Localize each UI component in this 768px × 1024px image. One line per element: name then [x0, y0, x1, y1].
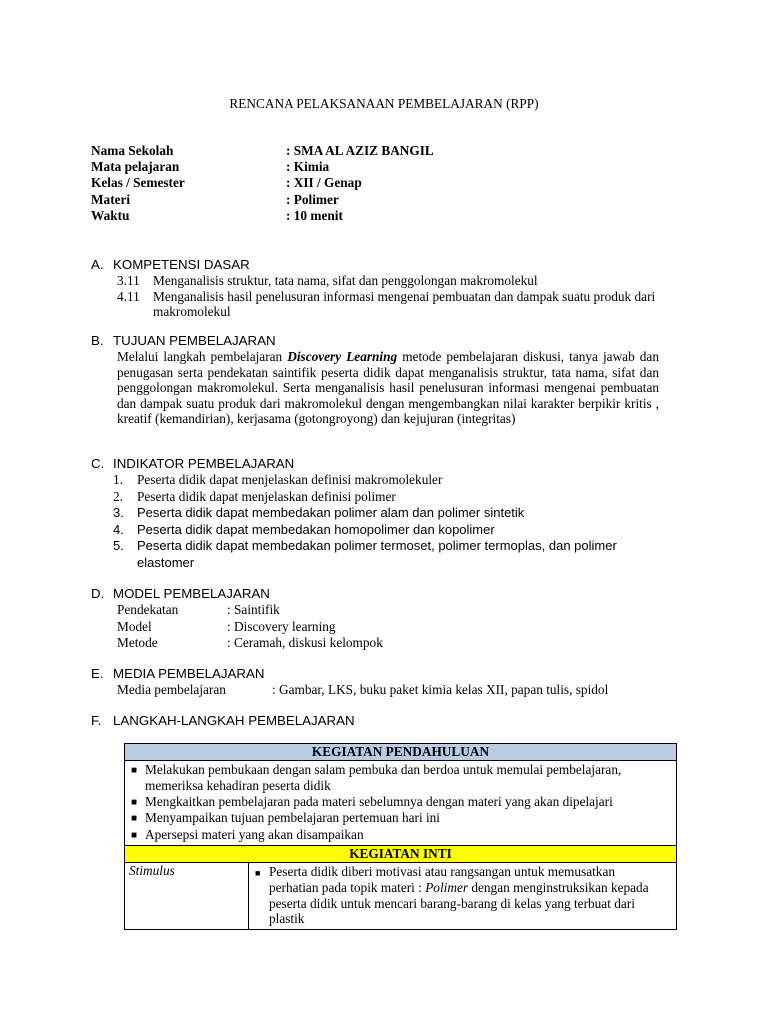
section-letter: F. — [91, 713, 102, 728]
item-text: Peserta didik dapat membedakan homopolimer dan kopolimer — [137, 521, 495, 537]
section-title: KOMPETENSI DASAR — [113, 257, 250, 272]
section-heading — [91, 665, 681, 682]
identity-block — [91, 143, 611, 224]
identity-row — [91, 143, 611, 159]
list-item — [255, 864, 650, 927]
kegiatan-table — [124, 743, 677, 930]
item-text: Peserta didik dapat menjelaskan definisi polimer — [137, 488, 396, 504]
item-text — [269, 864, 650, 927]
stimulus-emphasis: Polimer — [425, 879, 469, 895]
bullet-icon: ■ — [255, 867, 261, 878]
item-text: Peserta didik dapat menjelaskan definisi makromolekuler — [137, 472, 443, 487]
section-letter: B. — [91, 333, 104, 348]
list-item — [131, 810, 672, 827]
section-tujuan-pembelajaran — [91, 332, 681, 427]
model-key: Model — [117, 618, 152, 634]
identity-key: Materi — [91, 191, 131, 207]
section-title: MODEL PEMBELAJARAN — [113, 586, 270, 601]
section-letter: D. — [91, 586, 105, 601]
item-text: Menganalisis hasil penelusuran informasi mengenai pembuatan dan dampak suatu produk dari makromolekul — [153, 288, 656, 319]
identity-value: : 10 menit — [286, 207, 343, 223]
stimulus-cell — [249, 862, 677, 929]
section-title: LANGKAH-LANGKAH PEMBELAJARAN — [113, 713, 355, 728]
stimulus-text: dengan menginstruksikan kepada peserta didik untuk mencari barang-barang di kelas yang terbuat dari plastik — [269, 879, 649, 927]
model-value: : Discovery learning — [227, 618, 336, 634]
identity-value: : Polimer — [286, 191, 339, 207]
list-item — [91, 538, 681, 571]
kegiatan-pendahuluan-header: KEGIATAN PENDAHULUAN — [125, 744, 677, 761]
list-item — [91, 273, 681, 289]
identity-key: Mata pelajaran — [91, 159, 180, 175]
section-title: INDIKATOR PEMBELAJARAN — [113, 456, 295, 471]
table-row — [125, 744, 677, 761]
model-row — [91, 602, 681, 619]
section-title: MEDIA PEMBELAJARAN — [113, 666, 265, 681]
item-number: 1. — [113, 472, 123, 487]
model-key: Pendekatan — [117, 602, 179, 617]
model-value: : Saintifik — [227, 602, 280, 617]
identity-row — [91, 159, 611, 175]
section-paragraph — [91, 349, 659, 427]
identity-value: : XII / Genap — [286, 175, 362, 191]
item-number: 4.11 — [117, 288, 140, 304]
list-item — [91, 289, 681, 320]
section-title: TUJUAN PEMBELAJARAN — [113, 333, 276, 348]
identity-row — [91, 192, 611, 208]
identity-key: Kelas / Semester — [91, 175, 185, 191]
section-heading — [91, 256, 681, 273]
list-item — [91, 472, 681, 489]
list-item — [131, 762, 672, 794]
item-number: 3. — [113, 505, 124, 520]
pendahuluan-cell — [125, 761, 677, 846]
item-text: Menyampaikan tujuan pembelajaran pertemuan hari ini — [145, 810, 441, 826]
bullet-icon: ■ — [131, 830, 138, 842]
paragraph-text: Melalui langkah pembelajaran — [117, 349, 288, 364]
model-row — [91, 635, 681, 652]
section-media-pembelajaran — [91, 665, 681, 698]
identity-value: : Kimia — [286, 159, 330, 175]
stimulus-label: Stimulus — [125, 862, 249, 929]
item-text: Menganalisis struktur, tata nama, sifat dan penggolongan makromolekul — [153, 273, 538, 288]
list-item — [91, 522, 681, 539]
bullet-icon: ■ — [131, 796, 138, 808]
list-item — [91, 489, 681, 506]
identity-value: : SMA AL AZIZ BANGIL — [286, 143, 434, 158]
item-text: Melakukan pembukaan dengan salam pembuka dan berdoa untuk memulai pembelajaran, memeriksa kehadiran peserta didik — [145, 762, 622, 793]
model-value: : Ceramah, diskusi kelompok — [227, 635, 383, 650]
bullet-icon: ■ — [131, 765, 138, 776]
item-text: Mengkaitkan pembelajaran pada materi sebelumnya dengan materi yang akan dipelajari — [145, 793, 613, 809]
bullet-icon: ■ — [131, 813, 138, 825]
identity-key: Nama Sekolah — [91, 143, 174, 158]
item-text: Peserta didik dapat membedakan polimer alam dan polimer sintetik — [137, 505, 525, 520]
paragraph-emphasis: Discovery Learning — [287, 349, 398, 364]
list-item — [91, 505, 681, 522]
item-number: 3.11 — [117, 273, 140, 288]
model-key: Metode — [117, 635, 158, 650]
identity-row — [91, 208, 611, 224]
table-row — [125, 862, 677, 929]
identity-key: Waktu — [91, 207, 130, 223]
media-key: Media pembelajaran — [117, 682, 226, 697]
list-item — [131, 827, 672, 844]
section-letter: C. — [91, 456, 105, 471]
section-heading — [91, 455, 681, 472]
section-heading — [91, 585, 681, 602]
list-item — [131, 794, 672, 811]
table-row — [125, 761, 677, 846]
media-value: : Gambar, LKS, buku paket kimia kelas XII, papan tulis, spidol — [272, 682, 609, 697]
document-title: RENCANA PELAKSANAAN PEMBELAJARAN (RPP) — [229, 96, 539, 111]
media-row — [91, 682, 681, 698]
item-text: Peserta didik dapat membedakan polimer termoset, polimer termoplas, dan polimer elastomer — [137, 538, 617, 570]
section-letter: E. — [91, 666, 104, 681]
identity-row — [91, 175, 611, 191]
item-number: 5. — [113, 538, 124, 553]
stimulus-text: Peserta didik diberi motivasi atau rangsangan untuk memusatkan perhatian pada topik materi : — [269, 863, 616, 895]
kegiatan-inti-header: KEGIATAN INTI — [125, 845, 677, 862]
section-letter: A. — [91, 257, 104, 272]
section-indikator-pembelajaran — [91, 455, 681, 571]
item-number: 4. — [113, 521, 124, 537]
section-heading — [91, 332, 681, 349]
section-model-pembelajaran — [91, 585, 681, 652]
section-kompetensi-dasar — [91, 256, 681, 320]
paragraph-text: metode pembelajaran diskusi, tanya jawab dan penugasan serta pendekatan saintifik peserta didik dapat menganalisis struktur, tata nama, sifat dan penggolongan makromolekul. Serta menganalisis hasil penelusuran informasi mengenai pembuatan dan dampak suatu produk dari makromolekul dengan mengembangkan nilai karakter berpikir kritis , kreatif (kemandirian), kerjasama (gotongroyong) dan kejujuran (integritas) — [117, 349, 659, 426]
item-number: 2. — [113, 488, 123, 504]
model-row — [91, 619, 681, 636]
section-heading — [91, 712, 681, 729]
table-row — [125, 845, 677, 862]
item-text: Apersepsi materi yang akan disampaikan — [145, 827, 364, 843]
section-langkah-pembelajaran — [91, 712, 681, 729]
